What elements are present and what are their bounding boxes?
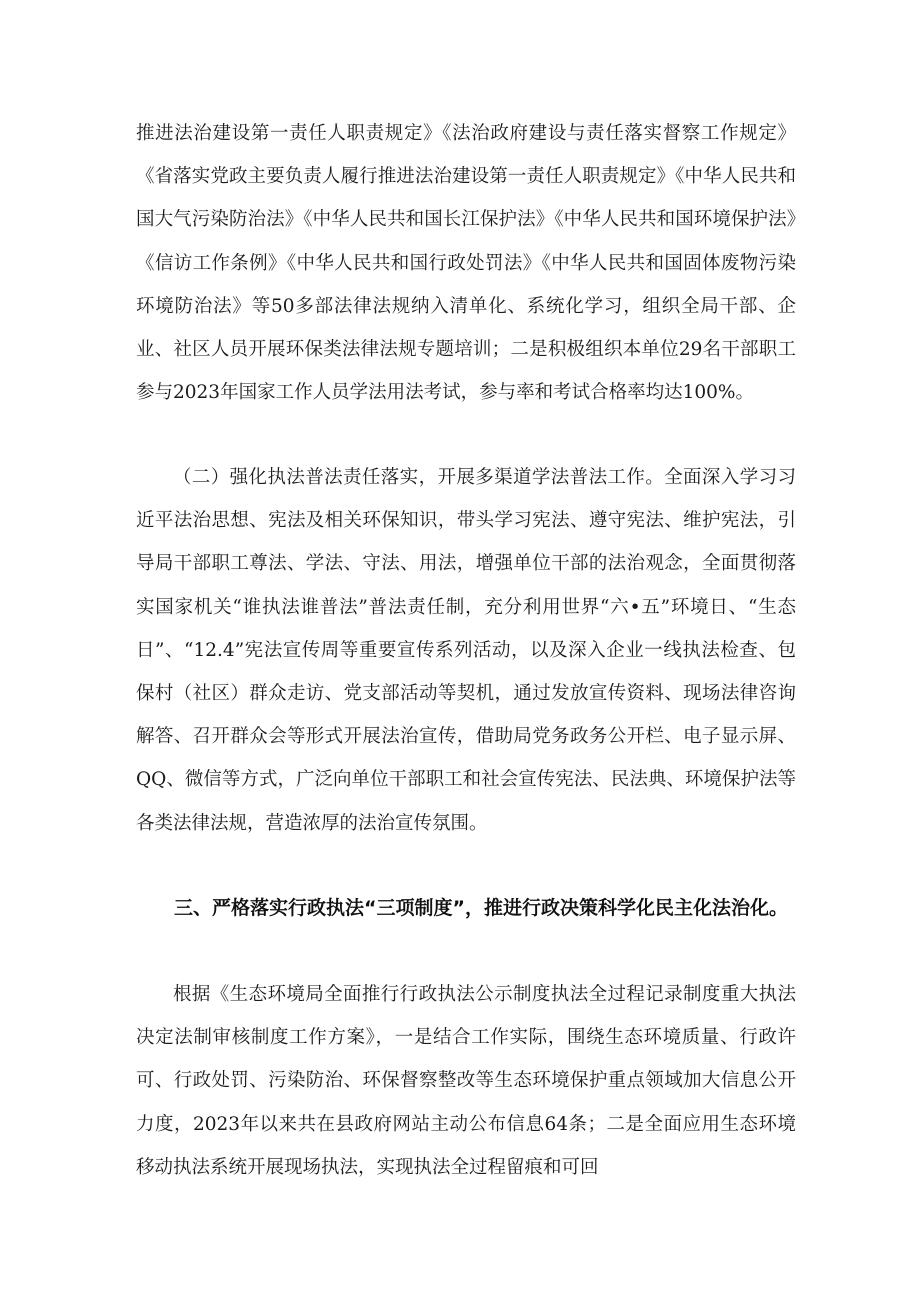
section-heading-three: 三、严格落实行政执法“三项制度”，推进行政决策科学化民主化法治化。 [174, 897, 788, 919]
paragraph-continued: 推进法治建设第一责任人职责规定》《法治政府建设与责任落实督察工作规定》《省落实党政主要负责人履行推进法治建设第一责任人职责规定》《中华人民共和国大气污染防治法》《中华人民共和国长江保护法》《中华人民共和国环境保护法》《信访工作条例》《中华人民共和国行政处罚法》《中华人民共和国固体废物污染环境防治法》等50多部法律法规纳入清单化、系统化学习，组织全局干部、企业、社区人员开展环保类法律法规专题培训；二是积极组织本单位29名干部职工参与2023年国家工作人员学法用法考试，参与率和考试合格率均达100%。 [136, 123, 796, 404]
paragraph-law-popularization: （二）强化执法普法责任落实，开展多渠道学法普法工作。全面深入学习习近平法治思想、宪法及相关环保知识，带头学习宪法、遵守宪法、维护宪法，引导局干部职工尊法、学法、守法、用法，增强单位干部的法治观念，全面贯彻落实国家机关“谁执法谁普法”普法责任制，充分利用世界“六•五”环境日、“生态日”、“12.4”宪法宣传周等重要宣传系列活动，以及深入企业一线执法检查、包保村（社区）群众走访、党支部活动等契机，通过发放宣传资料、现场法律咨询解答、召开群众会等形式开展法治宣传，借助局党务政务公开栏、电子显示屏、QQ、微信等方式，广泛向单位干部职工和社会宣传宪法、民法典、环境保护法等各类法律法规，营造浓厚的法治宣传氛围。 [136, 467, 796, 834]
paragraph-three-systems: 根据《生态环境局全面推行行政执法公示制度执法全过程记录制度重大执法决定法制审核制度工作方案》，一是结合工作实际，围绕生态环境质量、行政许可、行政处罚、污染防治、环保督察整改等生态环境保护重点领域加大信息公开力度，2023年以来共在县政府网站主动公布信息64条；二是全面应用生态环境移动执法系统开展现场执法，实现执法全过程留痕和可回 [136, 984, 796, 1178]
